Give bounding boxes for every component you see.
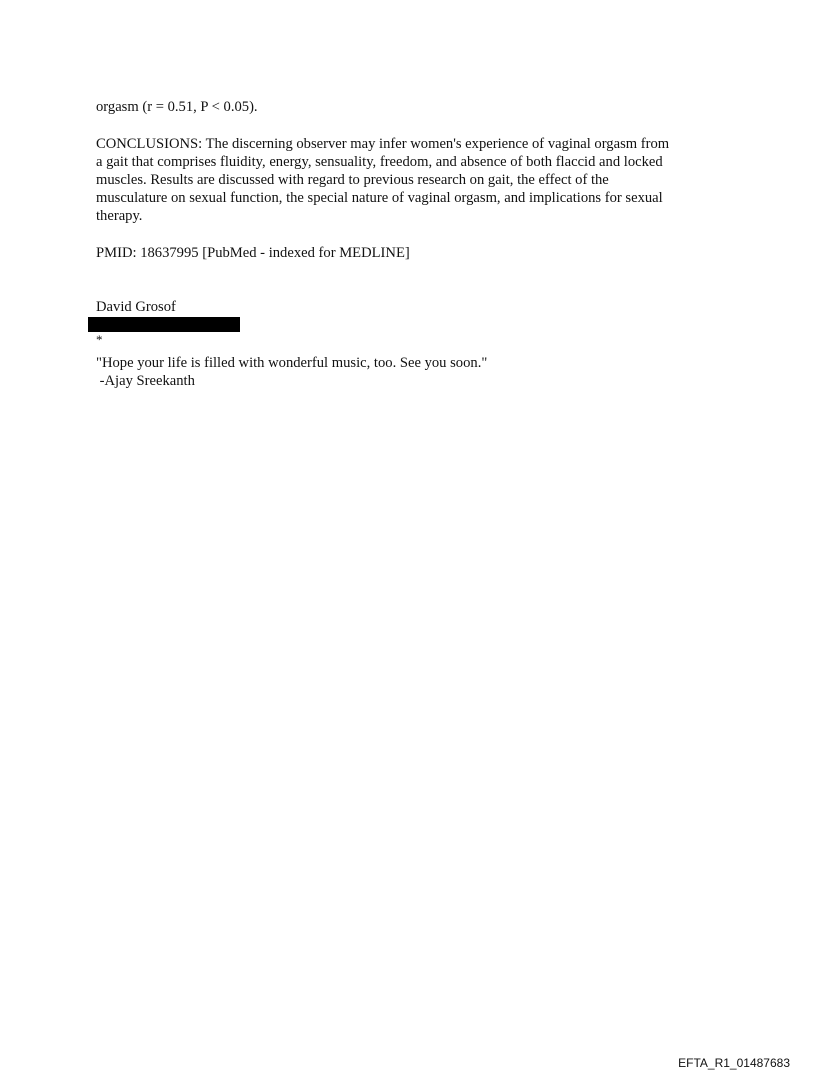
redaction-bar	[88, 317, 240, 332]
conclusions-line-4: musculature on sexual function, the special nature of vaginal orgasm, and implications for sexual	[96, 190, 663, 206]
pmid-line: PMID: 18637995 [PubMed - indexed for MEDLINE]	[96, 245, 410, 261]
signature-quote: "Hope your life is filled with wonderful music, too. See you soon."	[96, 355, 488, 371]
result-line: orgasm (r = 0.51, P < 0.05).	[96, 99, 258, 115]
signature-separator: *	[96, 332, 103, 347]
conclusions-line-5: therapy.	[96, 208, 143, 224]
conclusions-line-3: muscles. Results are discussed with regard to previous research on gait, the effect of the	[96, 172, 609, 188]
document-id-footer: EFTA_R1_01487683	[678, 1056, 790, 1070]
conclusions-line-2: a gait that comprises fluidity, energy, sensuality, freedom, and absence of both flaccid and locked	[96, 154, 663, 170]
signature-name: David Grosof	[96, 299, 176, 315]
signature-attribution: -Ajay Sreekanth	[96, 373, 195, 389]
conclusions-line-1: CONCLUSIONS: The discerning observer may infer women's experience of vaginal orgasm from	[96, 136, 670, 152]
